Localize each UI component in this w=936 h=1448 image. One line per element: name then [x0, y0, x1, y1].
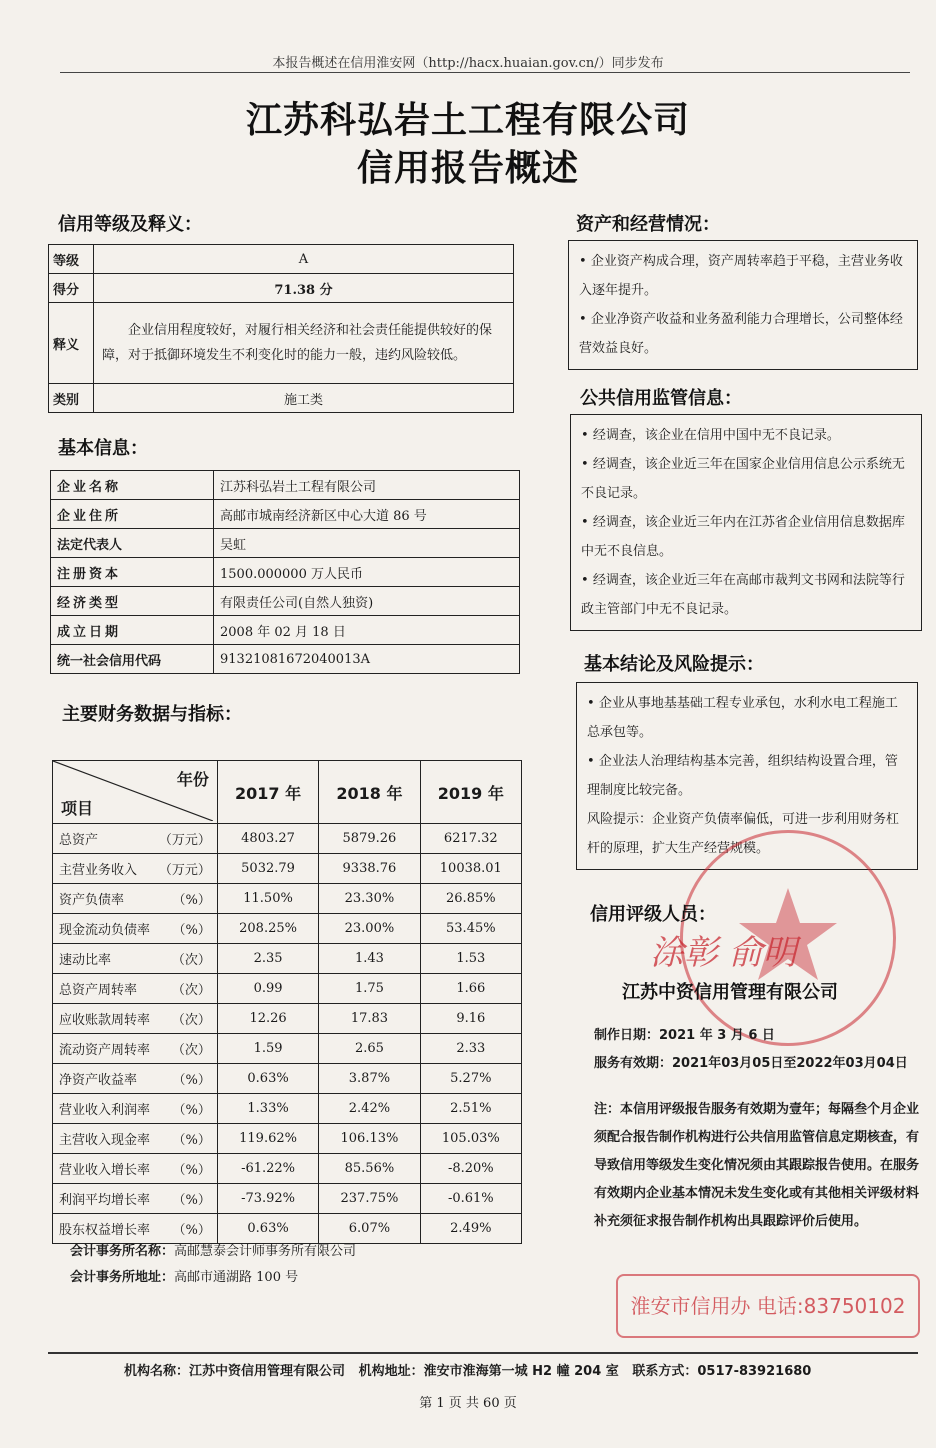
finance-row [53, 1064, 522, 1094]
finance-item-name: 营业收入利润率 [59, 1103, 151, 1118]
finance-row [53, 944, 522, 974]
footer-addr-label: 机构地址： [358, 1364, 424, 1379]
finance-table [52, 760, 522, 1244]
rating-value: A [94, 245, 514, 274]
finance-body [53, 824, 522, 1244]
conclusion-heading: 基本结论及风险提示： [584, 654, 764, 675]
finance-value: 9.16 [420, 1004, 521, 1034]
basic-value: 江苏科弘岩土工程有限公司 [214, 471, 520, 500]
company-title: 江苏科弘岩土工程有限公司 [245, 100, 690, 141]
rating-table [48, 244, 514, 413]
finance-value: -0.61% [420, 1184, 521, 1214]
finance-value: 106.13% [319, 1124, 420, 1154]
finance-value: 26.85% [420, 884, 521, 914]
finance-value: 4803.27 [217, 824, 318, 854]
finance-value: 1.33% [217, 1094, 318, 1124]
finance-value: 0.99 [217, 974, 318, 1004]
finance-item [53, 1124, 218, 1154]
valid-line [594, 1052, 908, 1071]
finance-item-name: 资产负债率 [59, 893, 125, 908]
finance-value: 0.63% [217, 1214, 318, 1244]
finance-item [53, 1034, 218, 1064]
public-box [570, 414, 922, 631]
risk-note: 风险提示：企业资产负债率偏低，可进一步利用财务杠杆的原理，扩大生产经营规模。 [587, 812, 900, 856]
finance-item-unit: （%） [172, 1133, 211, 1148]
finance-item-unit: （%） [172, 1103, 211, 1118]
finance-row [53, 1034, 522, 1064]
finance-item [53, 1184, 218, 1214]
basic-heading: 基本信息： [58, 438, 148, 459]
rating-staff-label: 信用评级人员： [590, 904, 716, 925]
finance-item-name: 营业收入增长率 [59, 1163, 151, 1178]
valid-label: 服务有效期： [594, 1056, 673, 1071]
public-item: • 经调查，该企业近三年在高邮市裁判文书网和法院等行政主管部门中无不良记录。 [581, 573, 905, 617]
basic-row [51, 645, 520, 674]
score-label: 得分 [49, 274, 94, 303]
finance-value: 1.75 [319, 974, 420, 1004]
basic-label: 注册资本 [51, 558, 214, 587]
finance-item-name: 应收账款周转率 [59, 1013, 151, 1028]
finance-item [53, 1004, 218, 1034]
basic-label: 统一社会信用代码 [51, 645, 214, 674]
finance-value: -73.92% [217, 1184, 318, 1214]
valid-period: 2021年03月05日至2022年03月04日 [672, 1056, 908, 1071]
public-item-text: 经调查，该企业近三年在高邮市裁判文书网和法院等行政主管部门中无不良记录。 [581, 573, 905, 617]
explain-label: 释义 [49, 303, 94, 384]
public-item: • 经调查，该企业近三年内在江苏省企业信用信息数据库中无不良信息。 [581, 515, 905, 559]
public-item-text: 经调查，该企业近三年在国家企业信用信息公示系统无不良记录。 [581, 457, 905, 501]
finance-value: 237.75% [319, 1184, 420, 1214]
category-value: 施工类 [94, 384, 514, 413]
basic-value: 有限责任公司(自然人独资) [214, 587, 520, 616]
footer-org: 江苏中资信用管理有限公司 [189, 1364, 346, 1379]
finance-item-unit: （次） [171, 1043, 211, 1058]
finance-value: 6217.32 [420, 824, 521, 854]
finance-item [53, 1154, 218, 1184]
finance-item-unit: （%） [172, 923, 211, 938]
category-label: 类别 [49, 384, 94, 413]
finance-value: 9338.76 [319, 854, 420, 884]
finance-value: 2.49% [420, 1214, 521, 1244]
footer-contact: 0517-83921680 [697, 1364, 812, 1379]
year-header: 2019 年 [420, 761, 521, 824]
finance-item-name: 利润平均增长率 [59, 1193, 151, 1208]
firm-name: 高邮慧泰会计师事务所有限公司 [174, 1244, 357, 1259]
finance-value: 5032.79 [217, 854, 318, 884]
assets-item-text: 企业净资产收益和业务盈利能力合理增长，公司整体经营效益良好。 [579, 312, 903, 356]
firm-addr-label: 会计事务所地址： [70, 1270, 175, 1285]
made-date-label: 制作日期： [594, 1028, 660, 1043]
finance-value: 12.26 [217, 1004, 318, 1034]
finance-value: 53.45% [420, 914, 521, 944]
note: 注：本信用评级报告服务有效期为壹年；每隔叁个月企业须配合报告制作机构进行公共信用监管信息定期核查，有导致信用等级发生变化情况须由其跟踪报告使用。在服务有效期内企业基本情况未发生变化或有其他相关评级材料补充须征求报告制作机构出具跟踪评价后使用。 [594, 1102, 920, 1229]
year-header-label: 年份 [176, 770, 209, 789]
score-value: 71.38 分 [94, 274, 514, 303]
finance-value: 105.03% [420, 1124, 521, 1154]
finance-value: 2.51% [420, 1094, 521, 1124]
finance-item-unit: （万元） [158, 863, 211, 878]
public-heading: 公共信用监管信息： [580, 388, 742, 409]
finance-header-row [53, 761, 522, 824]
finance-item-unit: （%） [172, 1223, 211, 1238]
finance-item-unit: （%） [172, 1073, 211, 1088]
finance-item-name: 速动比率 [59, 953, 112, 968]
public-item-text: 经调查，该企业在信用中国中无不良记录。 [592, 428, 840, 443]
page-number: 第 1 页 共 60 页 [419, 1396, 517, 1411]
finance-row [53, 1004, 522, 1034]
finance-item-name: 主营业务收入 [59, 863, 138, 878]
finance-value: 5879.26 [319, 824, 420, 854]
finance-value: 2.33 [420, 1034, 521, 1064]
firm-name-line [70, 1240, 356, 1259]
finance-value: 17.83 [319, 1004, 420, 1034]
basic-value: 2008 年 02 月 18 日 [214, 616, 520, 645]
finance-item [53, 824, 218, 854]
finance-item-unit: （%） [172, 893, 211, 908]
footer-info [124, 1360, 811, 1379]
basic-label: 成立日期 [51, 616, 214, 645]
finance-value: 5.27% [420, 1064, 521, 1094]
finance-heading: 主要财务数据与指标： [62, 704, 242, 725]
finance-value: 85.56% [319, 1154, 420, 1184]
firm-name-label: 会计事务所名称： [70, 1244, 175, 1259]
finance-item-name: 流动资产周转率 [59, 1043, 151, 1058]
finance-value: 11.50% [217, 884, 318, 914]
contact-stamp: 淮安市信用办 电话:83750102 [616, 1274, 920, 1338]
finance-item [53, 1094, 218, 1124]
finance-row [53, 1094, 522, 1124]
finance-row [53, 824, 522, 854]
finance-value: 2.35 [217, 944, 318, 974]
rating-row [49, 303, 514, 384]
finance-item-unit: （次） [171, 983, 211, 998]
footer-org-label: 机构名称： [124, 1364, 190, 1379]
year-header: 2018 年 [319, 761, 420, 824]
finance-item [53, 884, 218, 914]
finance-item-unit: （%） [172, 1163, 211, 1178]
rating-row [49, 245, 514, 274]
finance-row [53, 1184, 522, 1214]
signature: 涂彰 俞明 [650, 933, 797, 973]
public-item: • 经调查，该企业在信用中国中无不良记录。 [581, 428, 840, 443]
basic-row [51, 500, 520, 529]
finance-row [53, 1124, 522, 1154]
assets-heading: 资产和经营情况： [576, 214, 720, 235]
basic-label: 企业名称 [51, 471, 214, 500]
rating-row [49, 384, 514, 413]
finance-value: 10038.01 [420, 854, 521, 884]
basic-label: 企业住所 [51, 500, 214, 529]
finance-row [53, 974, 522, 1004]
public-item-text: 经调查，该企业近三年内在江苏省企业信用信息数据库中无不良信息。 [581, 515, 905, 559]
finance-item [53, 914, 218, 944]
header-divider [60, 72, 910, 73]
finance-row [53, 854, 522, 884]
basic-label: 经济类型 [51, 587, 214, 616]
footer-divider [48, 1352, 918, 1354]
finance-item-unit: （次） [171, 953, 211, 968]
finance-value: 2.42% [319, 1094, 420, 1124]
finance-item [53, 974, 218, 1004]
finance-value: 23.00% [319, 914, 420, 944]
header-note: 本报告概述在信用淮安网（http://hacx.huaian.gov.cn/）同步发布 [272, 56, 664, 71]
assets-item: • 企业资产构成合理，资产周转率趋于平稳，主营业务收入逐年提升。 [579, 254, 903, 298]
made-date-line [594, 1024, 775, 1043]
finance-value: 208.25% [217, 914, 318, 944]
basic-row [51, 529, 520, 558]
finance-item-name: 现金流动负债率 [59, 923, 151, 938]
finance-value: 2.65 [319, 1034, 420, 1064]
finance-row [53, 884, 522, 914]
finance-value: 23.30% [319, 884, 420, 914]
report-title: 信用报告概述 [356, 148, 579, 189]
basic-label: 法定代表人 [51, 529, 214, 558]
assets-item: • 企业净资产收益和业务盈利能力合理增长，公司整体经营效益良好。 [579, 312, 903, 356]
conclusion-item: • 企业法人治理结构基本完善，组织结构设置合理，管理制度比较完备。 [587, 754, 898, 798]
made-date: 2021 年 3 月 6 日 [659, 1028, 775, 1043]
finance-value: -8.20% [420, 1154, 521, 1184]
basic-value: 吴虹 [214, 529, 520, 558]
finance-item-unit: （万元） [158, 833, 211, 848]
footer-contact-label: 联系方式： [632, 1364, 698, 1379]
year-header: 2017 年 [217, 761, 318, 824]
finance-value: 1.53 [420, 944, 521, 974]
basic-row [51, 558, 520, 587]
finance-item-name: 主营收入现金率 [59, 1133, 151, 1148]
public-item: • 经调查，该企业近三年在国家企业信用信息公示系统无不良记录。 [581, 457, 905, 501]
basic-row [51, 471, 520, 500]
finance-item-unit: （次） [171, 1013, 211, 1028]
finance-value: 0.63% [217, 1064, 318, 1094]
finance-item-unit: （%） [172, 1193, 211, 1208]
finance-row [53, 1214, 522, 1244]
finance-value: 1.59 [217, 1034, 318, 1064]
conclusion-item-text: 企业从事地基基础工程专业承包，水利水电工程施工总承包等。 [587, 696, 898, 740]
finance-corner-cell [53, 761, 218, 824]
assets-item-text: 企业资产构成合理，资产周转率趋于平稳，主营业务收入逐年提升。 [579, 254, 903, 298]
finance-item-name: 总资产周转率 [59, 983, 138, 998]
firm-addr-line [70, 1266, 298, 1285]
conclusion-item-text: 企业法人治理结构基本完善，组织结构设置合理，管理制度比较完备。 [587, 754, 898, 798]
basic-info-table [50, 470, 520, 674]
basic-row [51, 616, 520, 645]
rating-label: 等级 [49, 245, 94, 274]
item-header-label: 项目 [61, 799, 94, 818]
footer-addr: 淮安市淮海第一城 H2 幢 204 室 [423, 1364, 619, 1379]
rating-heading: 信用等级及释义： [58, 214, 202, 235]
basic-value: 1500.000000 万人民币 [214, 558, 520, 587]
basic-row [51, 587, 520, 616]
finance-row [53, 914, 522, 944]
finance-item-name: 净资产收益率 [59, 1073, 138, 1088]
finance-value: 3.87% [319, 1064, 420, 1094]
finance-item [53, 1064, 218, 1094]
conclusion-item: • 企业从事地基基础工程专业承包，水利水电工程施工总承包等。 [587, 696, 898, 740]
agency-name: 江苏中资信用管理有限公司 [622, 982, 838, 1003]
rating-row [49, 274, 514, 303]
finance-value: 1.43 [319, 944, 420, 974]
finance-value: -61.22% [217, 1154, 318, 1184]
basic-value: 91321081672040013A [214, 645, 520, 674]
finance-item [53, 944, 218, 974]
finance-value: 6.07% [319, 1214, 420, 1244]
assets-box [568, 240, 918, 370]
explain-value: 企业信用程度较好，对履行相关经济和社会责任能提供较好的保障，对于抵御环境发生不利变化时的能力一般，违约风险较低。 [94, 303, 514, 384]
finance-item-name: 股东权益增长率 [59, 1223, 151, 1238]
finance-value: 1.66 [420, 974, 521, 1004]
finance-value: 119.62% [217, 1124, 318, 1154]
finance-item-name: 总资产 [59, 833, 99, 848]
finance-item [53, 854, 218, 884]
firm-addr: 高邮市通湖路 100 号 [174, 1270, 299, 1285]
basic-value: 高邮市城南经济新区中心大道 86 号 [214, 500, 520, 529]
finance-item [53, 1214, 218, 1244]
finance-row [53, 1154, 522, 1184]
